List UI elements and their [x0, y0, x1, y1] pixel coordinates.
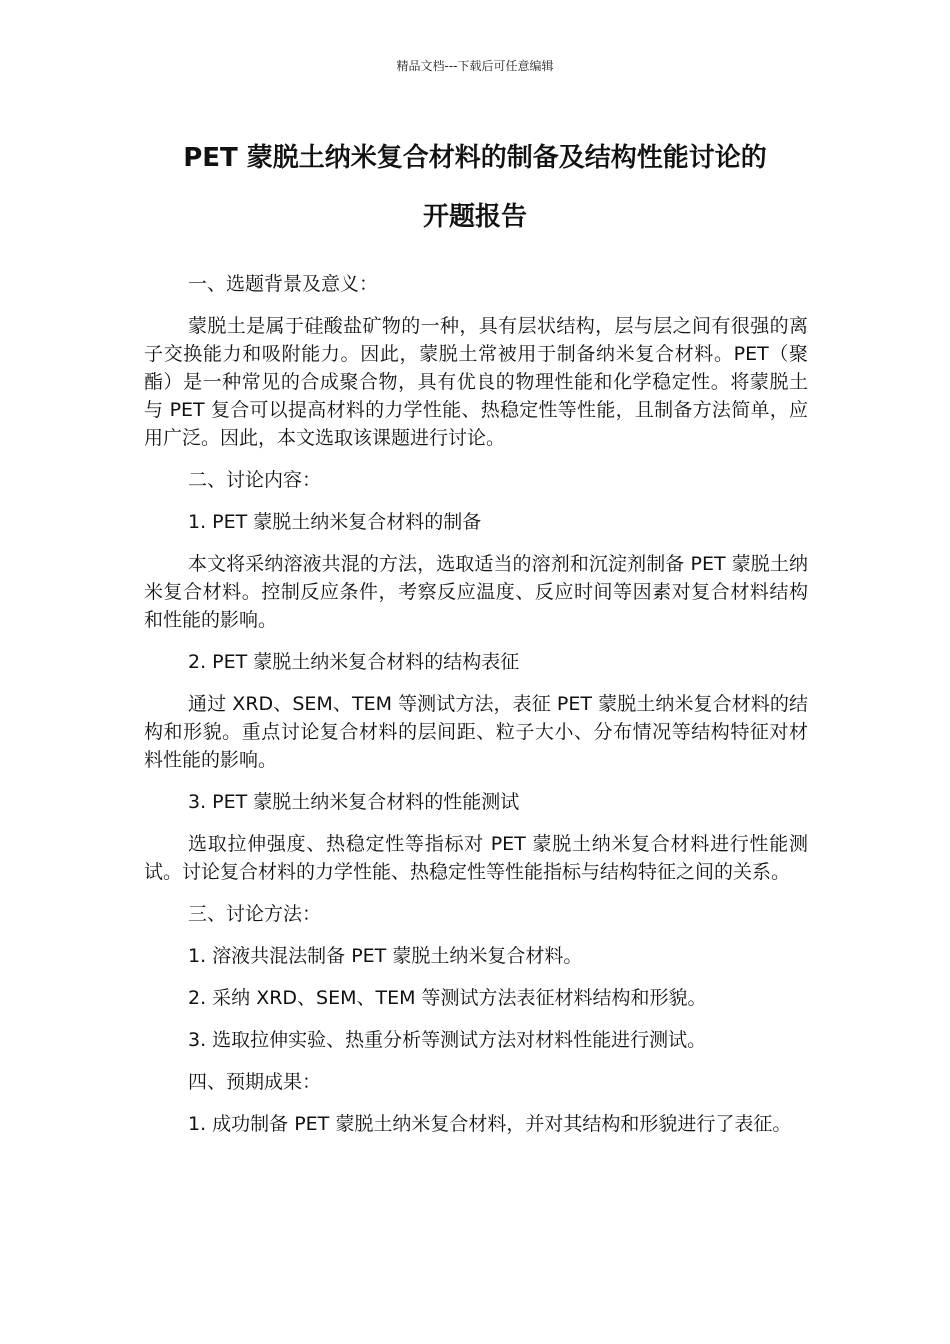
paragraph-performance: 选取拉伸强度、热稳定性等指标对 PET 蒙脱土纳米复合材料进行性能测试。讨论复合材料的力学性能、热稳定性等性能指标与结构特征之间的关系。 [144, 833, 808, 883]
document-body [144, 270, 808, 1152]
header-note: 精品文档---下载后可任意编辑 [396, 59, 554, 73]
section-heading-methods: 三、讨论方法： [188, 903, 322, 925]
document-title-line-2: 开题报告 [422, 202, 527, 232]
method-item-1: 1. 溶液共混法制备 PET 蒙脱土纳米复合材料。 [188, 945, 583, 967]
paragraph-background: 蒙脱土是属于硅酸盐矿物的一种，具有层状结构，层与层之间有很强的离子交换能力和吸附能力。因此，蒙脱土常被用于制备纳米复合材料。PET（聚酯）是一种常见的合成聚合物，具有优良的物理性能和化学稳定性。将蒙脱土与 PET 复合可以提高材料的力学性能、热稳定性等性能，且制备方法简单，应用广泛。因此，本文选取该课题进行讨论。 [144, 315, 808, 449]
subheading-characterization: 2. PET 蒙脱土纳米复合材料的结构表征 [188, 651, 520, 673]
document-title-line-1: PET 蒙脱土纳米复合材料的制备及结构性能讨论的 [183, 143, 767, 173]
section-heading-background: 一、选题背景及意义： [188, 273, 379, 295]
paragraph-preparation: 本文将采纳溶液共混的方法，选取适当的溶剂和沉淀剂制备 PET 蒙脱土纳米复合材料。控制反应条件，考察反应温度、反应时间等因素对复合材料结构和性能的影响。 [144, 553, 808, 631]
section-heading-content: 二、讨论内容： [188, 469, 322, 491]
paragraph-characterization: 通过 XRD、SEM、TEM 等测试方法，表征 PET 蒙脱土纳米复合材料的结构和形貌。重点讨论复合材料的层间距、粒子大小、分布情况等结构特征对材料性能的影响。 [144, 693, 808, 771]
outcome-item-1: 1. 成功制备 PET 蒙脱土纳米复合材料，并对其结构和形貌进行了表征。 [188, 1113, 792, 1135]
subheading-preparation: 1. PET 蒙脱土纳米复合材料的制备 [188, 511, 482, 533]
method-item-3: 3. 选取拉伸实验、热重分析等测试方法对材料性能进行测试。 [188, 1029, 707, 1051]
method-item-2: 2. 采纳 XRD、SEM、TEM 等测试方法表征材料结构和形貌。 [188, 987, 707, 1009]
subheading-performance: 3. PET 蒙脱土纳米复合材料的性能测试 [188, 791, 520, 813]
section-heading-outcomes: 四、预期成果： [188, 1071, 322, 1093]
